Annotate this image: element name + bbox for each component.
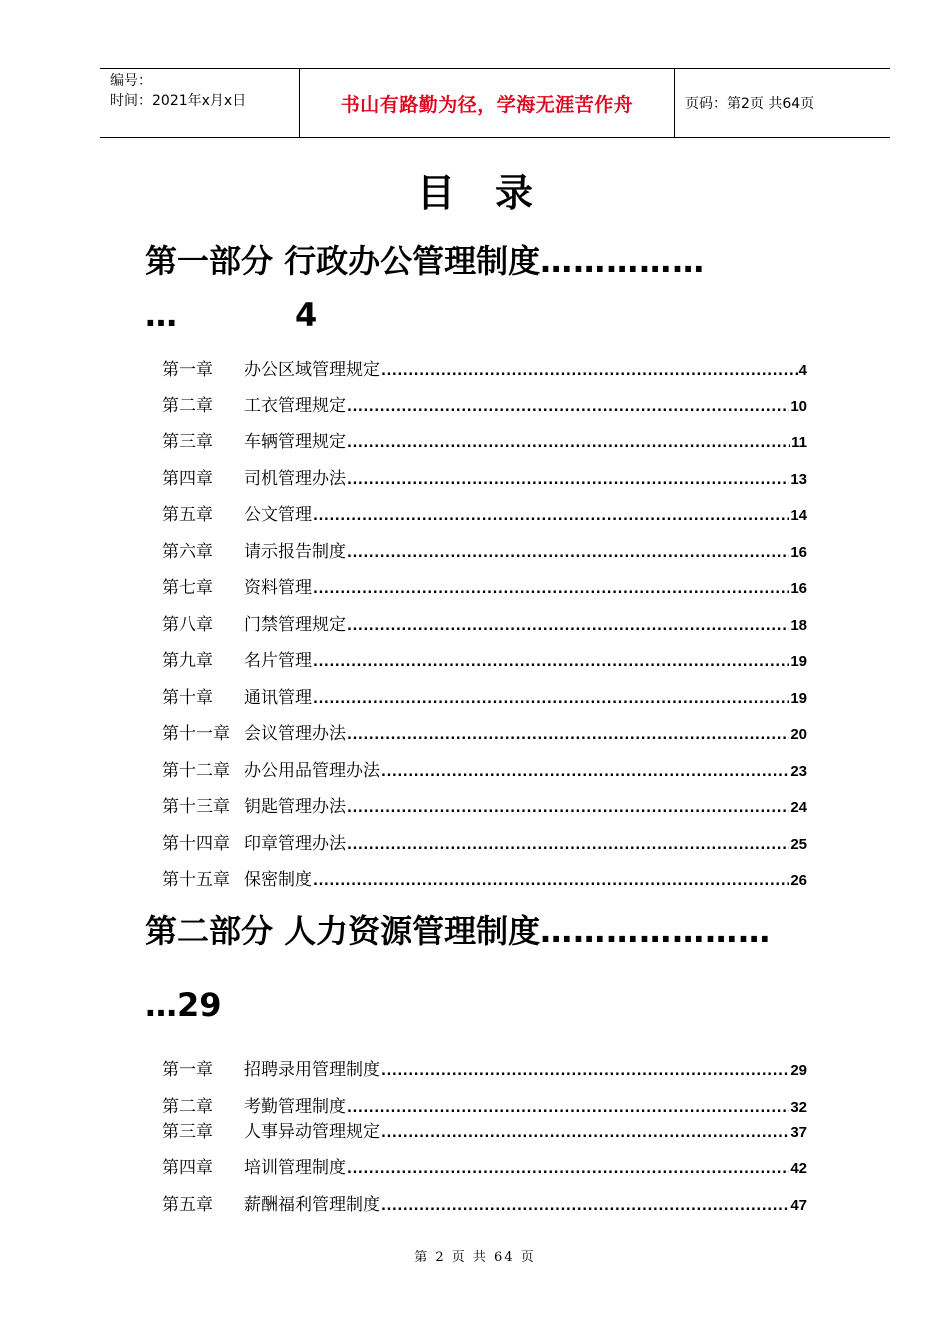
chapter-number: 第八章 [162, 615, 213, 635]
chapter-number: 第三章 [162, 432, 213, 452]
toc-row[interactable] [162, 427, 807, 451]
chapter-title: 通讯管理 [244, 688, 312, 708]
header-motto: 书山有路勤为径，学海无涯苦作舟 [300, 69, 675, 137]
toc-row[interactable] [162, 792, 807, 816]
toc-row[interactable] [162, 1153, 807, 1177]
chapter-page: 14 [790, 507, 807, 524]
chapter-page: 10 [790, 398, 807, 415]
chapter-title: 印章管理办法 [244, 834, 346, 854]
chapter-number: 第七章 [162, 578, 213, 598]
leader-dots [313, 692, 789, 707]
chapter-title: 门禁管理规定 [244, 615, 346, 635]
chapter-number: 第六章 [162, 542, 213, 562]
chapter-page: 25 [790, 836, 807, 853]
leader-dots [347, 801, 789, 816]
chapter-page: 26 [790, 872, 807, 889]
part2-dots: ………………… [540, 912, 772, 950]
header-page-code: 页码：第2页 共64页 [685, 96, 815, 112]
leader-dots [347, 619, 789, 634]
chapter-page: 19 [790, 690, 807, 707]
leader-dots [313, 874, 789, 889]
toc-row[interactable] [162, 464, 807, 488]
leader-dots [313, 509, 789, 524]
chapter-number: 第四章 [162, 469, 213, 489]
chapter-page: 11 [791, 434, 807, 451]
header-meta [100, 69, 300, 137]
chapter-title: 名片管理 [244, 651, 312, 671]
toc-row[interactable] [162, 537, 807, 561]
chapter-title: 资料管理 [244, 578, 312, 598]
chapter-page: 18 [790, 617, 807, 634]
leader-dots [347, 838, 789, 853]
chapter-title: 人事异动管理规定 [244, 1122, 380, 1142]
toc-row[interactable] [162, 500, 807, 524]
leader-dots [313, 655, 789, 670]
chapter-title: 请示报告制度 [244, 542, 346, 562]
toc-row[interactable] [162, 1190, 807, 1214]
toc-row[interactable] [162, 646, 807, 670]
chapter-number: 第十一章 [162, 724, 230, 744]
chapter-number: 第十章 [162, 688, 213, 708]
toc-row[interactable] [162, 1117, 807, 1141]
part1-heading [145, 236, 850, 282]
part1-dots: …………… [540, 242, 706, 280]
chapter-page: 16 [790, 544, 807, 561]
toc-row[interactable] [162, 391, 807, 415]
leader-dots [381, 364, 798, 379]
chapter-number: 第三章 [162, 1122, 213, 1142]
chapter-title: 司机管理办法 [244, 469, 346, 489]
chapter-number: 第一章 [162, 1060, 213, 1080]
part1-dots-cont: … [145, 296, 177, 334]
chapter-number: 第二章 [162, 396, 213, 416]
chapter-number: 第四章 [162, 1158, 213, 1178]
chapter-number: 第九章 [162, 651, 213, 671]
chapter-title: 办公用品管理办法 [244, 761, 380, 781]
chapter-title: 薪酬福利管理制度 [244, 1195, 380, 1215]
toc-row[interactable] [162, 683, 807, 707]
chapter-number: 第十四章 [162, 834, 230, 854]
leader-dots [313, 582, 789, 597]
toc-row[interactable] [162, 865, 807, 889]
chapter-page: 29 [790, 1062, 807, 1079]
chapter-number: 第二章 [162, 1097, 213, 1117]
part2-dots-cont: … [145, 986, 177, 1024]
chapter-number: 第一章 [162, 360, 213, 380]
chapter-page: 47 [790, 1197, 807, 1214]
chapter-title: 考勤管理制度 [244, 1097, 346, 1117]
leader-dots [347, 1162, 789, 1177]
toc-row[interactable] [162, 1092, 807, 1116]
chapter-number: 第十五章 [162, 870, 230, 890]
toc-row[interactable] [162, 573, 807, 597]
chapter-title: 公文管理 [244, 505, 312, 525]
chapter-title: 车辆管理规定 [244, 432, 346, 452]
header-number: 编号： [110, 73, 152, 89]
part1-title: 第一部分 行政办公管理制度 [145, 242, 541, 280]
page-header [100, 68, 890, 138]
chapter-page: 24 [790, 799, 807, 816]
chapter-page: 16 [790, 580, 807, 597]
leader-dots [347, 1101, 789, 1116]
chapter-number: 第十三章 [162, 797, 230, 817]
part1-page: 4 [295, 296, 318, 334]
leader-dots [347, 728, 789, 743]
chapter-number: 第十二章 [162, 761, 230, 781]
chapter-number: 第五章 [162, 1195, 213, 1215]
chapter-page: 42 [790, 1160, 807, 1177]
chapter-title: 会议管理办法 [244, 724, 346, 744]
chapter-title: 培训管理制度 [244, 1158, 346, 1178]
leader-dots [347, 436, 790, 451]
chapter-title: 工衣管理规定 [244, 396, 346, 416]
chapter-title: 保密制度 [244, 870, 312, 890]
leader-dots [347, 473, 789, 488]
chapter-page: 13 [790, 471, 807, 488]
toc-row[interactable] [162, 355, 807, 379]
leader-dots [381, 765, 789, 780]
leader-dots [381, 1064, 789, 1079]
part2-heading [145, 906, 850, 952]
chapter-number: 第五章 [162, 505, 213, 525]
part2-heading-continued [145, 986, 222, 1024]
chapter-page: 4 [798, 362, 807, 379]
toc-row[interactable] [162, 719, 807, 743]
toc-row[interactable] [162, 1055, 807, 1079]
chapter-page: 37 [790, 1124, 807, 1141]
chapter-page: 32 [790, 1099, 807, 1116]
chapter-page: 19 [790, 653, 807, 670]
toc-row[interactable] [162, 756, 807, 780]
page-title: 目录 [416, 171, 573, 215]
chapter-page: 20 [790, 726, 807, 743]
part1-heading-continued [145, 296, 317, 334]
chapter-page: 23 [790, 763, 807, 780]
leader-dots [381, 1199, 789, 1214]
page-footer: 第 2 页 共 64 页 [414, 1250, 536, 1265]
part2-page: 29 [177, 986, 222, 1024]
chapter-title: 招聘录用管理制度 [244, 1060, 380, 1080]
leader-dots [381, 1126, 789, 1141]
toc-row[interactable] [162, 829, 807, 853]
leader-dots [347, 400, 789, 415]
header-time: 时间：2021年x月x日 [110, 93, 247, 109]
part2-title: 第二部分 人力资源管理制度 [145, 912, 541, 950]
leader-dots [347, 546, 789, 561]
toc-row[interactable] [162, 610, 807, 634]
chapter-title: 办公区域管理规定 [244, 360, 380, 380]
chapter-title: 钥匙管理办法 [244, 797, 346, 817]
